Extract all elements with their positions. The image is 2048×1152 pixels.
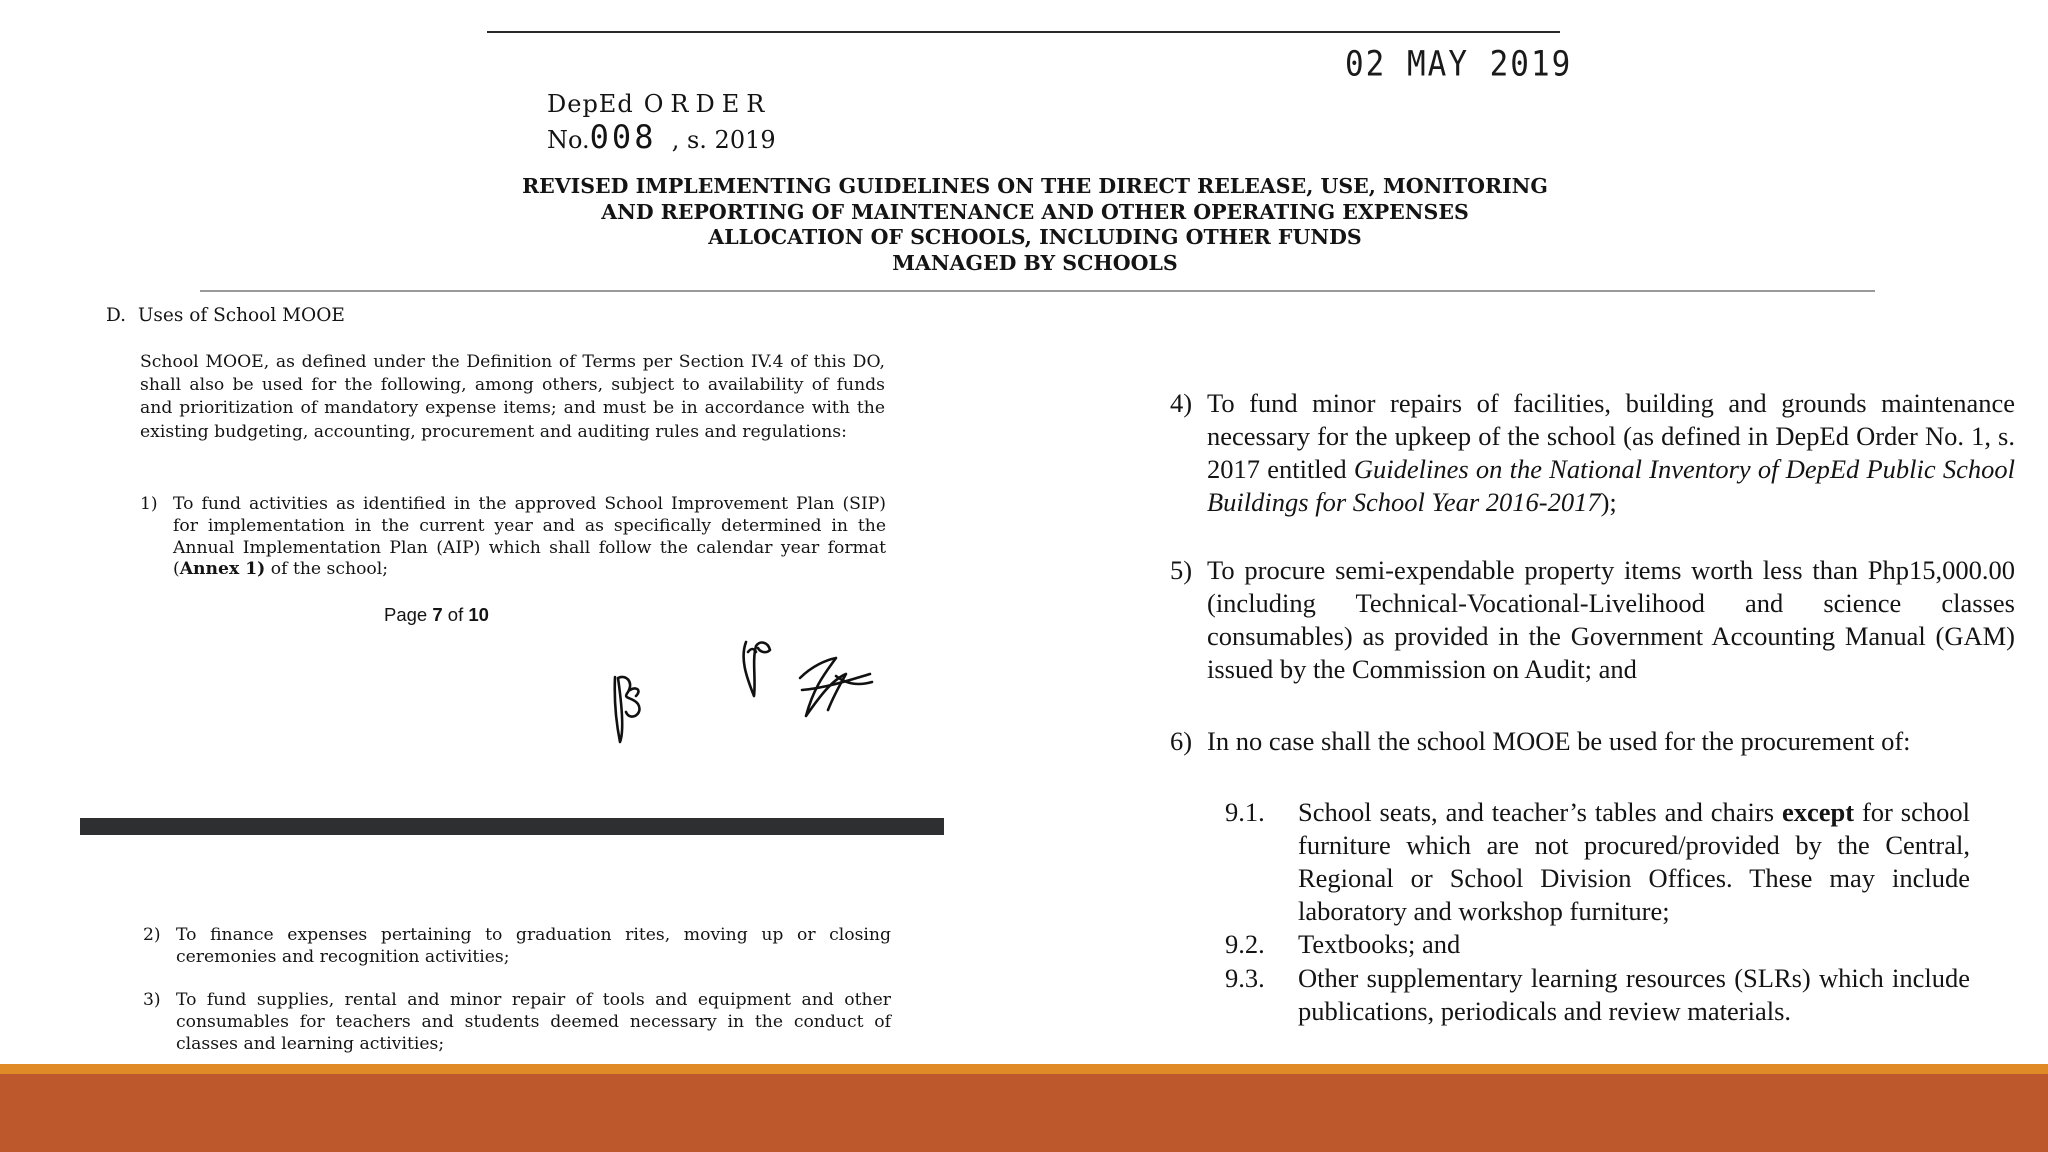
page-number	[384, 604, 489, 626]
order-series: , s. 2019	[671, 126, 776, 154]
sub-label: 9.1.	[1225, 797, 1265, 827]
sub-item-9-2	[1225, 928, 1970, 961]
sub-text: Other supplementary learning resources (SLRs) which include publications, periodicals and review materials.	[1298, 963, 1970, 1026]
list-text: To finance expenses pertaining to graduation rites, moving up or closing ceremonies and recognition activities;	[176, 925, 891, 967]
sub-label: 9.2.	[1225, 929, 1265, 959]
page-total: 10	[468, 604, 489, 625]
order-label: ORDER	[643, 90, 772, 118]
list-label: 3)	[143, 990, 161, 1010]
list-item-2	[143, 925, 891, 969]
list-item-3	[143, 990, 891, 1055]
title-line: ALLOCATION OF SCHOOLS, INCLUDING OTHER FUNDS	[708, 225, 1362, 249]
sub-item-9-1	[1225, 796, 1970, 928]
signature-stroke	[744, 642, 770, 696]
title-line: REVISED IMPLEMENTING GUIDELINES ON THE DIRECT RELEASE, USE, MONITORING	[522, 174, 1548, 198]
list-label: 2)	[143, 925, 161, 945]
list-text	[1207, 387, 2015, 519]
signature-stroke	[748, 649, 756, 652]
emphasis: except	[1781, 797, 1855, 827]
page-current: 7	[432, 604, 443, 625]
list-label: 6)	[1170, 726, 1193, 756]
list-text	[173, 494, 886, 581]
title-line: AND REPORTING OF MAINTENANCE AND OTHER OPERATING EXPENSES	[601, 199, 1469, 224]
sub-text-part: School seats, and teacher’s tables and chairs	[1298, 797, 1782, 827]
list-text: To procure semi-expendable property items worth less than Php15,000.00 (including Technical-Vocational-Livelihood and science classes consumables) as provided in the Government Accounting Manual (GAM) issued by the Commission on Audit; and	[1207, 555, 2015, 684]
order-number	[547, 118, 776, 156]
list-text-part: To fund minor repairs of facilities, building and grounds maintenance necessary for the upkeep of the school (as defined in DepEd Order No. 1, s. 2017 entitled	[1207, 388, 2015, 484]
order-heading	[547, 90, 771, 118]
order-number-prefix: No.	[547, 126, 590, 154]
list-item-5	[1170, 554, 2015, 686]
list-item-1	[140, 494, 886, 581]
list-item-4	[1170, 387, 2015, 519]
sub-text	[1298, 796, 1970, 928]
top-rule	[487, 31, 1560, 33]
list-label: 1)	[140, 494, 158, 514]
date-stamp: 02 MAY 2019	[1345, 44, 1573, 85]
sub-text: Textbooks; and	[1298, 929, 1461, 959]
annex-ref: Annex 1)	[179, 559, 266, 580]
list-text: In no case shall the school MOOE be used for the procurement of:	[1207, 726, 1911, 756]
sub-label: 9.3.	[1225, 963, 1265, 993]
list-label: 4)	[1170, 388, 1193, 418]
order-number-value: 008	[589, 118, 657, 156]
deped-label: DepEd	[547, 90, 634, 118]
document-title	[440, 174, 1630, 276]
page-middle: of	[442, 604, 469, 625]
list-text-part: );	[1600, 487, 1617, 517]
title-divider	[200, 290, 1875, 292]
cited-title: Guidelines on the National Inventory of DepEd Public School Buildings for School Year 2016-2017	[1207, 454, 2015, 517]
page-prefix: Page	[384, 604, 433, 625]
footer-band	[0, 1074, 2048, 1152]
list-text: To fund supplies, rental and minor repair of tools and equipment and other consumables for teachers and students deemed necessary in the conduct of classes and learning activities;	[176, 990, 891, 1054]
list-item-6	[1170, 725, 2015, 758]
list-text-part: To fund activities as identified in the approved School Improvement Plan (SIP) for implementation in the current year and as specifically determined in the Annual Implementation Plan (AIP) which shall follow the calendar year format (	[173, 494, 886, 580]
page-break-bar	[80, 818, 944, 835]
signature-stroke	[615, 677, 640, 742]
list-label: 5)	[1170, 555, 1193, 585]
sub-text-part: for school furniture which are not procured/provided by the Central, Regional or School Division Offices. These may include laboratory and workshop furniture;	[1298, 797, 1970, 926]
section-heading: D. Uses of School MOOE	[106, 305, 345, 326]
intro-paragraph: School MOOE, as defined under the Definition of Terms per Section IV.4 of this DO, shall also be used for the following, among others, subject to availability of funds and prioritization of mandatory expense items; and must be in accordance with the existing budgeting, accounting, procurement and auditing rules and regulations:	[140, 352, 885, 442]
sub-item-9-3	[1225, 962, 1970, 1028]
footer-accent-band	[0, 1064, 2048, 1074]
signature-initials	[600, 630, 890, 750]
signature-stroke	[630, 688, 638, 696]
list-text-part: of the school;	[265, 559, 389, 580]
title-line: MANAGED BY SCHOOLS	[892, 250, 1178, 275]
